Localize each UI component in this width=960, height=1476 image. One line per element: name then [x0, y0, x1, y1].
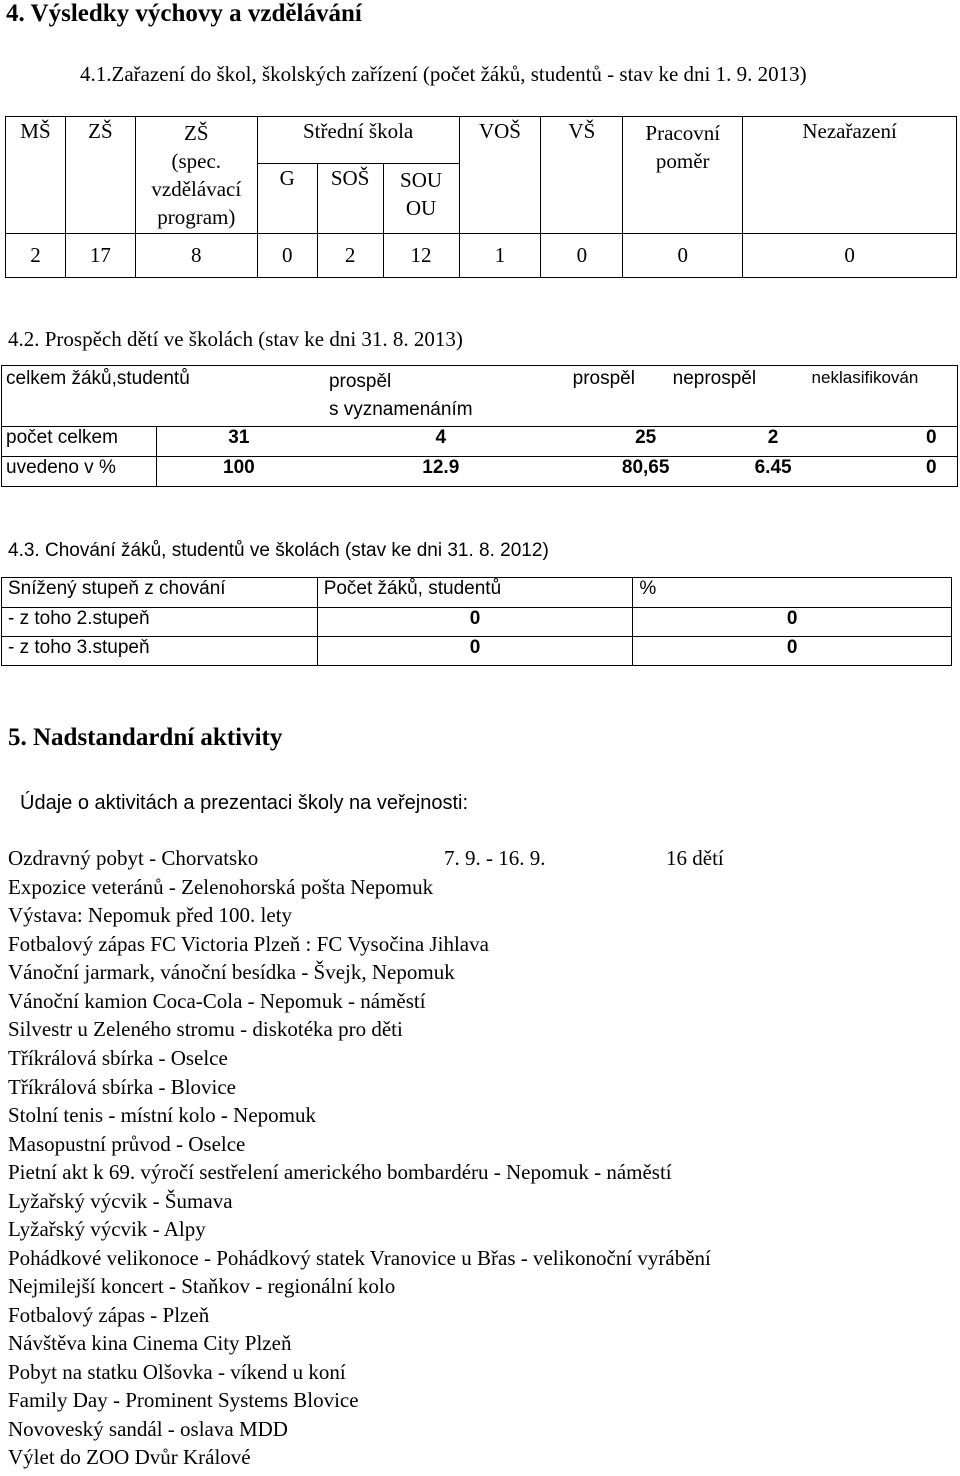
results-table: [1, 365, 958, 487]
value-cell: 12.9: [321, 457, 561, 487]
activity-first-name: Ozdravný pobyt - Chorvatsko: [8, 846, 259, 870]
row-label: počet celkem: [2, 427, 157, 457]
header-nezarazeni: Nezařazení: [743, 117, 957, 234]
list-item: Vánoční kamion Coca-Cola - Nepomuk - náměstí: [8, 989, 426, 1013]
value-cell: 17: [65, 234, 135, 278]
value-cell: 0: [317, 608, 633, 637]
header-zs-spec-line1: ZŠ: [184, 121, 209, 145]
list-item: Pobyt na statku Olšovka - víkend u koní: [8, 1360, 346, 1384]
value-cell: 100: [156, 457, 321, 487]
header-celkem: celkem žáků,studentů: [2, 366, 321, 427]
header-sou-ou: [383, 164, 459, 234]
list-item: Lyžařský výcvik - Šumava: [8, 1189, 233, 1213]
header-zs: ZŠ: [65, 117, 135, 234]
school-placement-table: [5, 116, 957, 278]
value-cell: 4: [321, 427, 561, 457]
list-item: Pohádkové velikonoce - Pohádkový statek Vranovice u Břas - velikonoční vyrábění: [8, 1246, 711, 1270]
table-row: [2, 427, 958, 457]
table-row: [6, 234, 957, 278]
value-cell: 2: [671, 427, 806, 457]
list-item: Expozice veteránů - Zelenohorská pošta Nepomuk: [8, 875, 434, 899]
header-sos: SOŠ: [317, 164, 383, 234]
header-prospel-vyznamenani: [321, 366, 561, 427]
header-vs: VŠ: [541, 117, 623, 234]
value-cell: 80,65: [561, 457, 671, 487]
header-pracovni-line1: Pracovní: [645, 121, 721, 145]
list-item: Novoveský sandál - oslava MDD: [8, 1417, 288, 1441]
value-cell: 12: [383, 234, 459, 278]
header-ou: OU: [405, 196, 437, 220]
value-cell: 0: [317, 637, 633, 666]
value-cell: 0: [623, 234, 743, 278]
header-zs-spec: [135, 117, 257, 234]
header-pracovni-line2: poměr: [655, 149, 710, 173]
header-prospel-vyz-line1: prospěl: [328, 371, 392, 392]
value-cell: 0: [633, 608, 952, 637]
header-vos: VOŠ: [459, 117, 541, 234]
row-label: - z toho 3.stupeň: [2, 637, 318, 666]
header-snizeny-stupen: Snížený stupeň z chování: [2, 578, 318, 608]
header-sou: SOU: [400, 168, 443, 192]
list-item: Tříkrálová sbírka - Blovice: [8, 1075, 237, 1099]
header-zs-spec-line4: program): [157, 205, 236, 229]
list-item: Fotbalový zápas FC Victoria Plzeň : FC Vysočina Jihlava: [8, 932, 489, 956]
activities-intro: Údaje o aktivitách a prezentaci školy na veřejnosti:: [20, 792, 469, 814]
value-cell: 0: [633, 637, 952, 666]
header-prospel-vyz-line2: s vyznamenáním: [328, 399, 473, 420]
list-item: Návštěva kina Cinema City Plzeň: [8, 1331, 292, 1355]
header-zs-spec-line2: (spec.: [171, 149, 222, 173]
header-ms: MŠ: [6, 117, 66, 234]
activity-first-date: 7. 9. - 16. 9.: [444, 846, 546, 870]
list-item: Stolní tenis - místní kolo - Nepomuk: [8, 1103, 316, 1127]
list-item: Výstava: Nepomuk před 100. lety: [8, 903, 293, 927]
value-cell: 0: [541, 234, 623, 278]
section-4-2-title: 4.2. Prospěch dětí ve školách (stav ke dni 31. 8. 2013): [8, 327, 463, 351]
value-cell: 2: [6, 234, 66, 278]
header-stredni-skola: Střední škola: [257, 117, 459, 164]
list-item: Tříkrálová sbírka - Oselce: [8, 1046, 228, 1070]
header-prospel: prospěl: [561, 366, 671, 427]
list-item: Masopustní průvod - Oselce: [8, 1132, 246, 1156]
activity-first-count: 16 dětí: [666, 846, 724, 870]
list-item: Lyžařský výcvik - Alpy: [8, 1217, 206, 1241]
list-item: Pietní akt k 69. výročí sestřelení amerického bombardéru - Nepomuk - náměstí: [8, 1160, 672, 1184]
section-5-title: 5. Nadstandardní aktivity: [8, 724, 283, 751]
behavior-table: [1, 577, 952, 666]
value-cell: 0: [257, 234, 317, 278]
table-row: [2, 457, 958, 487]
value-cell: 2: [317, 234, 383, 278]
table-row: [2, 637, 952, 666]
section-4-1-subtitle: 4.1.Zařazení do škol, školských zařízení (počet žáků, studentů - stav ke dni 1. 9. 2013): [80, 62, 807, 86]
header-pocet-zaku: Počet žáků, studentů: [317, 578, 633, 608]
header-pracovni-pomer: [623, 117, 743, 234]
value-cell: 1: [459, 234, 541, 278]
value-cell: 8: [135, 234, 257, 278]
list-item: Výlet do ZOO Dvůr Králové: [8, 1445, 251, 1469]
header-percent: %: [633, 578, 952, 608]
section-4-3-title: 4.3. Chování žáků, studentů ve školách (stav ke dni 31. 8. 2012): [8, 540, 549, 561]
header-neklasifikovan: neklasifikován: [806, 366, 958, 427]
value-cell: 6.45: [671, 457, 806, 487]
row-label: uvedeno v %: [2, 457, 157, 487]
value-cell: 0: [806, 457, 958, 487]
value-cell: 31: [156, 427, 321, 457]
list-item: Nejmilejší koncert - Staňkov - regionální kolo: [8, 1274, 396, 1298]
list-item: Vánoční jarmark, vánoční besídka - Švejk, Nepomuk: [8, 960, 455, 984]
value-cell: 0: [806, 427, 958, 457]
section-4-title: 4. Výsledky výchovy a vzdělávání: [6, 0, 362, 27]
row-label: - z toho 2.stupeň: [2, 608, 318, 637]
list-item: Fotbalový zápas - Plzeň: [8, 1303, 210, 1327]
value-cell: 0: [743, 234, 957, 278]
list-item: Silvestr u Zeleného stromu - diskotéka pro děti: [8, 1017, 403, 1041]
header-zs-spec-line3: vzdělávací: [151, 177, 242, 201]
header-neprospel: neprospěl: [671, 366, 806, 427]
list-item: Family Day - Prominent Systems Blovice: [8, 1388, 359, 1412]
value-cell: 25: [561, 427, 671, 457]
header-g: G: [257, 164, 317, 234]
table-row: [2, 608, 952, 637]
